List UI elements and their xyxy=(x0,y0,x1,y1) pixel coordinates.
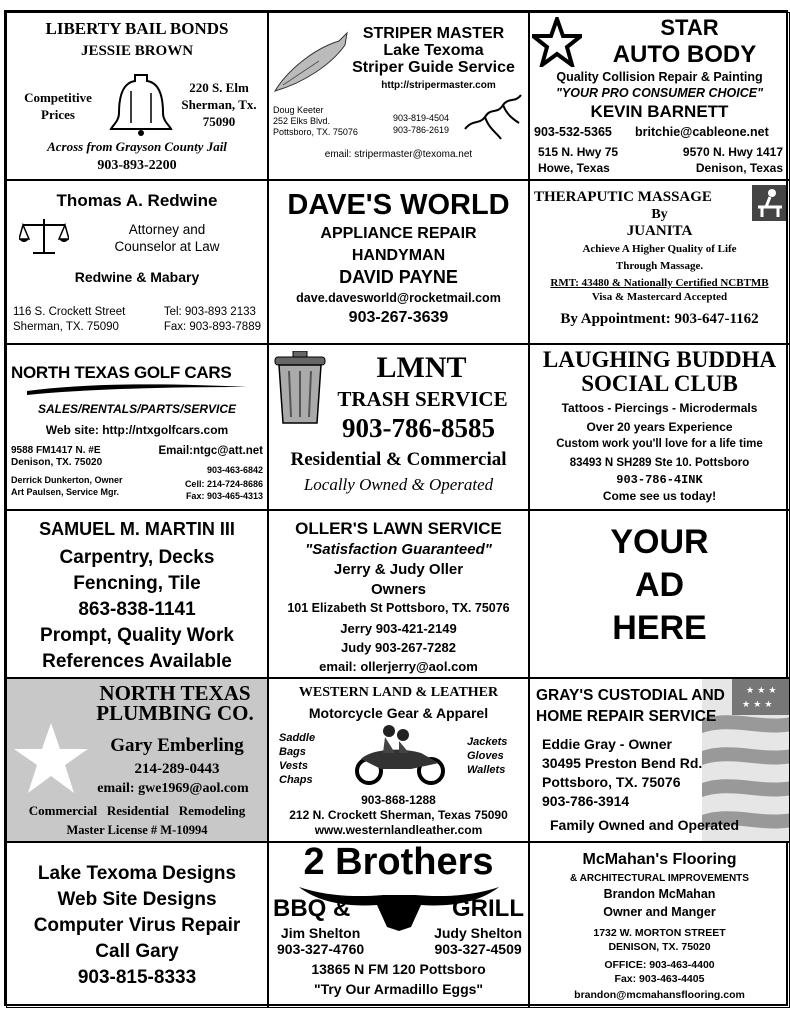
mcmahan-name: Brandon McMahan xyxy=(603,887,716,901)
star-quality: Quality Collision Repair & Painting xyxy=(556,70,763,84)
golf-owner: Derrick Dunkerton, Owner xyxy=(11,475,123,485)
grays-addr2: Pottsboro, TX. 75076 xyxy=(542,774,681,790)
oller-tagline: "Satisfaction Guaranteed" xyxy=(305,541,492,558)
scales-icon xyxy=(19,215,69,257)
redwine-tel: Tel: 903-893 2133 xyxy=(163,306,256,318)
mcmahan-addr1: 1732 W. MORTON STREET xyxy=(593,927,726,939)
brothers-name1: Jim Shelton xyxy=(280,925,361,941)
liberty-addr1: 220 S. Elm xyxy=(189,80,249,95)
martin-line2: Fencning, Tile xyxy=(73,573,201,594)
golf-phone: 903-463-6842 xyxy=(206,465,263,475)
ad-lake-texoma-designs xyxy=(6,842,268,1008)
liberty-tagline: Across from Grayson County Jail xyxy=(47,139,227,154)
golf-title: NORTH TEXAS GOLF CARS xyxy=(11,363,232,382)
redwine-title2: Counselor at Law xyxy=(114,239,220,254)
daves-title: DAVE'S WORLD xyxy=(287,189,510,221)
mcmahan-subtitle: & ARCHITECTURAL IMPROVEMENTS xyxy=(570,873,749,884)
golf-email[interactable]: Email:ntgc@att.net xyxy=(158,445,263,457)
redwine-firm: Redwine & Mabary xyxy=(74,269,200,285)
star-email[interactable]: britchie@cableone.net xyxy=(635,125,769,139)
texoma-phone: 903-815-8333 xyxy=(77,967,197,988)
striper-service: Striper Guide Service xyxy=(352,59,515,76)
martin-name: SAMUEL M. MARTIN III xyxy=(39,519,235,539)
liberty-name: JESSIE BROWN xyxy=(80,43,194,59)
star-choice: "YOUR PRO CONSUMER CHOICE" xyxy=(555,86,763,100)
ad-ollers-lawn xyxy=(268,510,529,678)
western-vests: Vests xyxy=(279,760,308,772)
oller-phone-jerry: Jerry 903-421-2149 xyxy=(340,621,457,636)
ad-samuel-martin xyxy=(6,510,268,678)
oller-email[interactable]: email: ollerjerry@aol.com xyxy=(319,659,478,674)
golf-services: SALES/RENTALS/PARTS/SERVICE xyxy=(37,402,237,416)
western-subtitle: Motorcycle Gear & Apparel xyxy=(308,705,489,721)
ad-lmnt-trash xyxy=(268,344,529,510)
oller-phone-judy: Judy 903-267-7282 xyxy=(341,640,456,655)
star-subtitle: AUTO BODY xyxy=(612,41,757,68)
plumbing-title1: NORTH TEXAS xyxy=(99,681,251,705)
ad-striper-master xyxy=(268,12,529,180)
buddha-title1: LAUGHING BUDDHA xyxy=(542,347,777,372)
mcmahan-title: McMahan's Flooring xyxy=(582,851,737,868)
grays-addr1: 30495 Preston Bend Rd. xyxy=(542,755,703,771)
martin-line3: Prompt, Quality Work xyxy=(40,625,234,646)
redwine-addr1: 116 S. Crockett Street xyxy=(13,306,126,318)
oller-title: OLLER'S LAWN SERVICE xyxy=(295,519,502,538)
mcmahan-role: Owner and Manger xyxy=(603,905,716,919)
massage-tag2: Through Massage. xyxy=(615,260,704,272)
lmnt-subtitle: TRASH SERVICE xyxy=(337,387,508,411)
swoosh-icon xyxy=(27,381,247,395)
massage-by: By xyxy=(651,207,668,222)
mcmahan-fax: Fax: 903-463-4405 xyxy=(614,973,705,985)
svg-text:★ ★ ★: ★ ★ ★ xyxy=(746,686,777,696)
massage-name: JUANITA xyxy=(626,223,693,239)
grays-title1: GRAY'S CUSTODIAL AND xyxy=(536,687,725,704)
grays-tagline: Family Owned and Operated xyxy=(550,817,740,833)
liberty-title: LIBERTY BAIL BONDS xyxy=(45,19,229,38)
golf-cell: Cell: 214-724-8686 xyxy=(184,479,263,489)
lmnt-phone: 903-786-8585 xyxy=(342,413,495,443)
buddha-title2: SOCIAL CLUB xyxy=(581,371,738,396)
liberty-zip: 75090 xyxy=(202,114,236,129)
yourad-line3: HERE xyxy=(612,609,707,647)
redwine-addr2: Sherman, TX. 75090 xyxy=(13,321,119,333)
western-address: 212 N. Crockett Sherman, Texas 75090 xyxy=(289,808,508,822)
western-gloves: Gloves xyxy=(467,750,504,762)
buddha-line4: Come see us today! xyxy=(602,489,717,503)
texoma-line1: Lake Texoma Designs xyxy=(37,863,237,884)
lmnt-line1: Residential & Commercial xyxy=(290,449,507,470)
western-chaps: Chaps xyxy=(279,774,313,786)
texoma-line2: Web Site Designs xyxy=(57,889,217,910)
ad-plumbing xyxy=(6,678,268,842)
lmnt-title: LMNT xyxy=(376,351,467,384)
striper-phone1: 903-819-4504 xyxy=(393,113,450,123)
martin-line1: Carpentry, Decks xyxy=(59,547,215,568)
golf-fax: Fax: 903-465-4313 xyxy=(185,491,263,501)
ad-grays-custodial xyxy=(529,678,790,842)
oller-owners: Owners xyxy=(370,581,427,598)
texoma-line3: Computer Virus Repair xyxy=(33,915,241,936)
plumbing-license: Master License # M-10994 xyxy=(66,823,208,837)
plumbing-email[interactable]: email: gwe1969@aol.com xyxy=(97,781,249,796)
ad-western-leather xyxy=(268,678,529,842)
redwine-title1: Attorney and xyxy=(128,222,206,237)
redwine-fax: Fax: 903-893-7889 xyxy=(163,321,261,333)
buddha-line2: Over 20 years Experience xyxy=(586,420,733,434)
ad-massage xyxy=(529,180,790,344)
liberty-addr2: Sherman, Tx. xyxy=(181,97,257,112)
star-icon xyxy=(532,17,582,67)
ad-your-ad-here[interactable] xyxy=(529,510,790,678)
grays-title2: HOME REPAIR SERVICE xyxy=(536,708,717,725)
daves-line2: HANDYMAN xyxy=(351,247,446,264)
buddha-line3: Custom work you'll love for a life time xyxy=(556,438,763,450)
golf-manager: Art Paulsen, Service Mgr. xyxy=(11,487,120,497)
mcmahan-office: OFFICE: 903-463-4400 xyxy=(604,959,715,971)
liberty-bell-icon xyxy=(107,71,175,137)
star-phone: 903-532-5365 xyxy=(534,125,612,139)
western-jackets: Jackets xyxy=(467,736,508,748)
grays-owner: Eddie Gray - Owner xyxy=(542,736,672,752)
western-saddle: Saddle xyxy=(279,732,316,744)
daves-line1: APPLIANCE REPAIR xyxy=(320,225,477,242)
liberty-phone: 903-893-2200 xyxy=(97,158,177,173)
golf-addr1: 9588 FM1417 N. #E xyxy=(11,445,101,456)
lake-map-icon xyxy=(461,89,527,145)
star-city2: Denison, Texas xyxy=(695,161,783,175)
redwine-name: Thomas A. Redwine xyxy=(56,191,218,210)
buddha-line1: Tattoos - Piercings - Microdermals xyxy=(561,401,758,415)
striper-phone2: 903-786-2619 xyxy=(393,125,450,135)
star-title: STAR xyxy=(660,15,719,40)
ad-2-brothers xyxy=(268,842,529,1008)
striper-lake: Lake Texoma xyxy=(383,42,484,59)
massage-title: THERAPUTIC MASSAGE xyxy=(534,189,712,205)
daves-email[interactable]: dave.davesworld@rocketmail.com xyxy=(296,291,501,305)
daves-name: DAVID PAYNE xyxy=(339,267,458,287)
western-bags: Bags xyxy=(279,746,306,758)
massage-cards: Visa & Mastercard Accepted xyxy=(591,291,728,303)
oller-address: 101 Elizabeth St Pottsboro, TX. 75076 xyxy=(287,601,510,615)
buddha-address: 83493 N SH289 Ste 10. Pottsboro xyxy=(569,457,750,469)
western-phone: 903-868-1288 xyxy=(361,793,436,807)
grays-phone: 903-786-3914 xyxy=(542,793,630,809)
ad-laughing-buddha xyxy=(529,344,790,510)
star-city1: Howe, Texas xyxy=(538,161,610,175)
brothers-phone1: 903-327-4760 xyxy=(277,941,365,957)
mcmahan-addr2: DENISON, TX. 75020 xyxy=(608,941,711,953)
ad-golf-cars xyxy=(6,344,268,510)
ad-grid xyxy=(4,10,788,1006)
plumbing-name: Gary Emberling xyxy=(110,735,244,756)
lmnt-line2: Locally Owned & Operated xyxy=(303,475,494,494)
plumbing-services: Commercial Residential Remodeling xyxy=(28,803,246,818)
massage-rmt: RMT: 43480 & Nationally Certified NCBTMB xyxy=(550,277,769,289)
star-addr2: 9570 N. Hwy 1417 xyxy=(682,145,783,159)
massage-tag1: Achieve A Higher Quality of Life xyxy=(582,243,737,255)
martin-phone: 863-838-1141 xyxy=(78,599,196,620)
oller-names: Jerry & Judy Oller xyxy=(333,561,464,578)
striper-title: STRIPER MASTER xyxy=(362,25,505,42)
brothers-grill: GRILL xyxy=(452,895,524,922)
motorcycle-icon xyxy=(351,723,447,785)
yourad-line1: YOUR xyxy=(610,523,709,561)
brothers-bbq: BBQ & xyxy=(273,895,351,922)
brothers-tagline: "Try Our Armadillo Eggs" xyxy=(313,981,484,997)
western-wallets: Wallets xyxy=(467,764,506,776)
striper-url[interactable]: http://stripermaster.com xyxy=(381,80,496,91)
plumbing-phone: 214-289-0443 xyxy=(134,761,220,777)
brothers-phone2: 903-327-4509 xyxy=(434,941,522,957)
star-owner: KEVIN BARNETT xyxy=(590,102,729,121)
ad-daves-world xyxy=(268,180,529,344)
striper-contact-name: Doug Keeter xyxy=(273,105,324,115)
svg-text:★ ★ ★: ★ ★ ★ xyxy=(742,700,773,710)
brothers-name2: Judy Shelton xyxy=(434,925,522,941)
western-title: WESTERN LAND & LEATHER xyxy=(298,685,499,700)
western-website[interactable]: www.westernlandleather.com xyxy=(314,823,483,837)
ad-redwine-attorney xyxy=(6,180,268,344)
striper-addr1: 252 Elks Blvd. xyxy=(273,116,331,126)
yourad-line2: AD xyxy=(634,566,685,604)
ad-mcmahans-flooring xyxy=(529,842,790,1008)
striper-email[interactable]: email: stripermaster@texoma.net xyxy=(324,149,473,160)
golf-website[interactable]: Web site: http://ntxgolfcars.com xyxy=(45,423,229,437)
striper-addr2: Pottsboro, TX. 75076 xyxy=(273,127,358,137)
martin-line4: References Available xyxy=(42,651,232,672)
ad-liberty-bail-bonds xyxy=(6,12,268,180)
liberty-prices: Competitive Prices xyxy=(24,90,92,122)
ad-star-auto-body xyxy=(529,12,790,180)
star-addr1: 515 N. Hwy 75 xyxy=(538,145,619,159)
brothers-address: 13865 N FM 120 Pottsboro xyxy=(311,961,486,977)
brothers-title: 2 Brothers xyxy=(303,842,494,883)
mcmahan-email[interactable]: brandon@mcmahansflooring.com xyxy=(574,989,745,1001)
golf-addr2: Denison, TX. 75020 xyxy=(11,457,103,468)
daves-phone: 903-267-3639 xyxy=(348,309,449,326)
buddha-phone: 903-786-4INK xyxy=(616,473,703,487)
massage-appointment: By Appointment: 903-647-1162 xyxy=(560,311,759,327)
texoma-line4: Call Gary xyxy=(95,941,179,962)
plumbing-title2: PLUMBING CO. xyxy=(96,701,254,725)
